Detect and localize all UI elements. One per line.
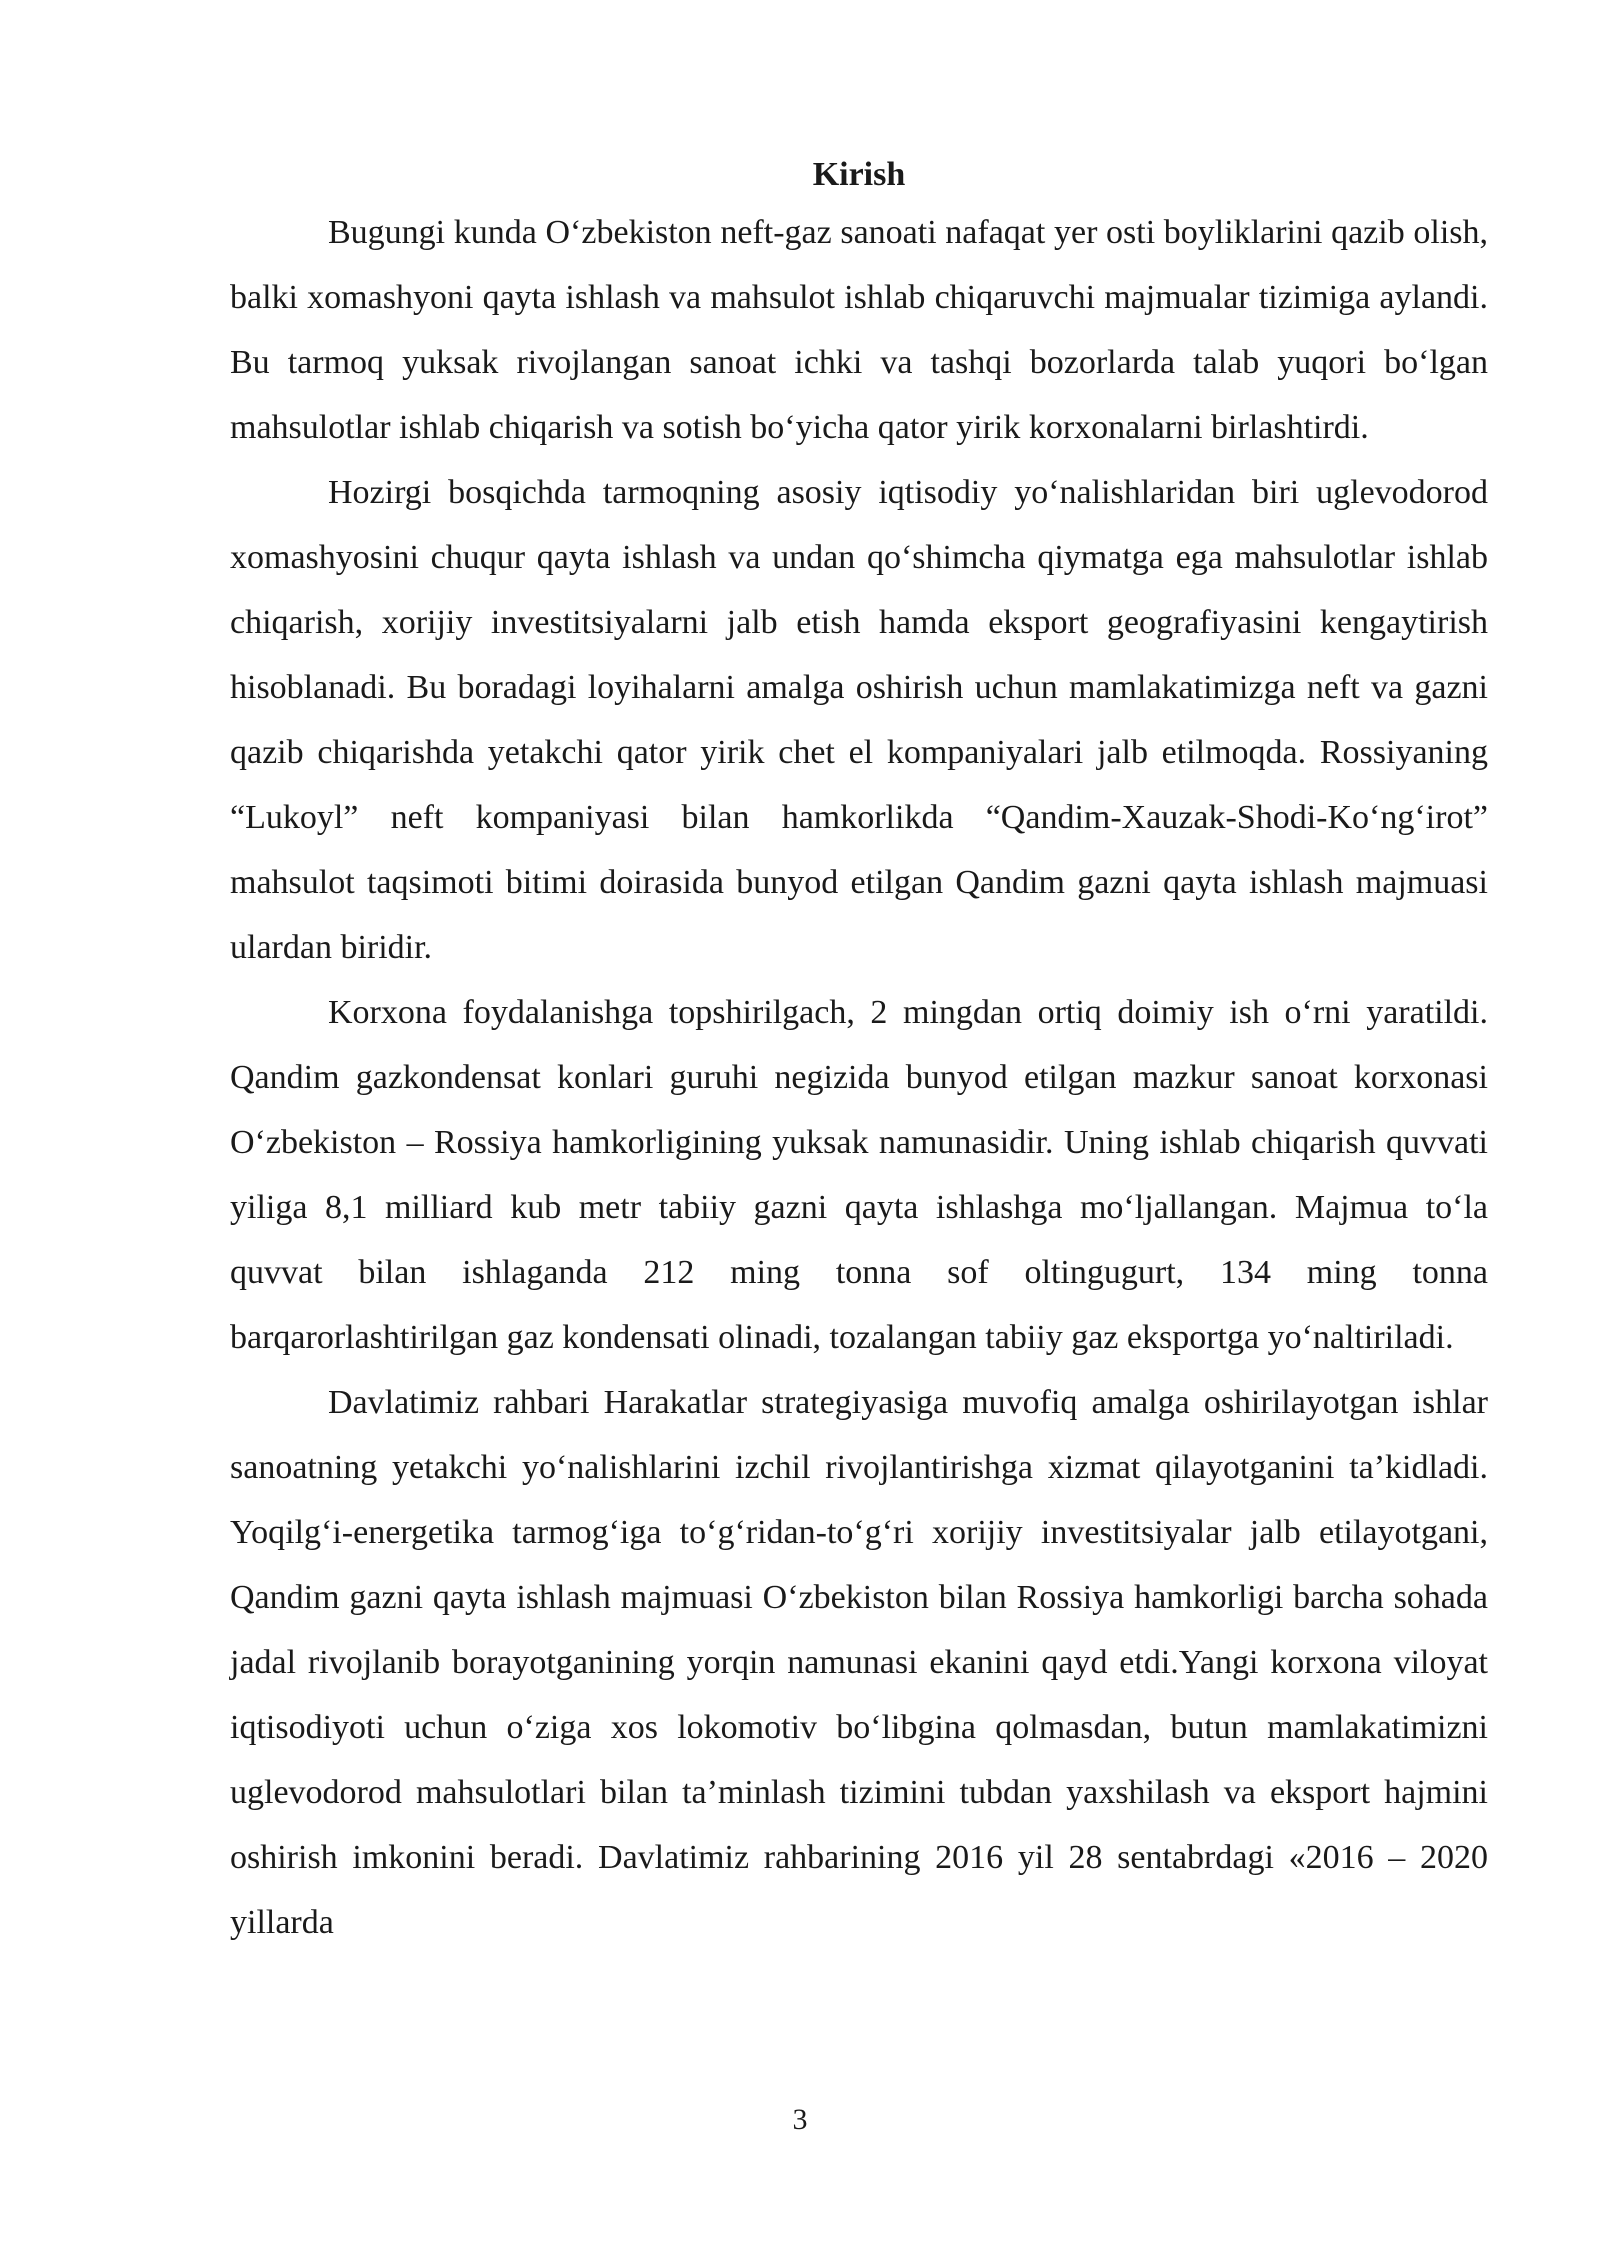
- paragraph-3: Korxona foydalanishga topshirilgach, 2 mingdan ortiq doimiy ish o‘rni yaratildi. Qandim gazkondensat konlari guruhi negizida bunyod etilgan mazkur sanoat korxonasi O‘zbekiston – Rossiya hamkorligining yuksak namunasidir. Uning ishlab chiqarish quvvati yiliga 8,1 milliard kub metr tabiiy gazni qayta ishlashga mo‘ljallangan. Majmua to‘la quvvat bilan ishlaganda 212 ming tonna sof oltingugurt, 134 ming tonna barqarorlashtirilgan gaz kondensati olinadi, tozalangan tabiiy gaz eksportga yo‘naltiriladi.: [230, 994, 1488, 1356]
- paragraph-1: Bugungi kunda O‘zbekiston neft-gaz sanoati nafaqat yer osti boyliklarini qazib olish, balki xomashyoni qayta ishlash va mahsulot ishlab chiqaruvchi majmualar tizimiga aylandi. Bu tarmoq yuksak rivojlangan sanoat ichki va tashqi bozorlarda talab yuqori bo‘lgan mahsulotlar ishlab chiqarish va sotish bo‘yicha qator yirik korxonalarni birlashtirdi.: [230, 214, 1488, 446]
- page-content: [230, 150, 1488, 1955]
- paragraph-2: Hozirgi bosqichda tarmoqning asosiy iqtisodiy yo‘nalishlaridan biri uglevodorod xomashyosini chuqur qayta ishlash va undan qo‘shimcha qiymatga ega mahsulotlar ishlab chiqarish, xorijiy investitsiyalarni jalb etish hamda eksport geografiyasini kengaytirish hisoblanadi. Bu boradagi loyihalarni amalga oshirish uchun mamlakatimizga neft va gazni qazib chiqarishda yetakchi qator yirik chet el kompaniyalari jalb etilmoqda. Rossiyaning “Lukoyl” neft kompaniyasi bilan hamkorlikda “Qandim-Xauzak-Shodi-Ko‘ng‘irot” mahsulot taqsimoti bitimi doirasida bunyod etilgan Qandim gazni qayta ishlash majmuasi ulardan biridir.: [230, 474, 1488, 966]
- section-heading: Kirish: [812, 156, 906, 193]
- page-number: 3: [792, 2103, 808, 2136]
- paragraph-4: Davlatimiz rahbari Harakatlar strategiyasiga muvofiq amalga oshirilayotgan ishlar sanoatning yetakchi yo‘nalishlarini izchil rivojlantirishga xizmat qilayotganini ta’kidladi. Yoqilg‘i-energetika tarmog‘iga to‘g‘ridan-to‘g‘ri xorijiy investitsiyalar jalb etilayotgani, Qandim gazni qayta ishlash majmuasi O‘zbekiston bilan Rossiya hamkorligi barcha sohada jadal rivojlanib borayotganining yorqin namunasi ekanini qayd etdi.Yangi korxona viloyat iqtisodiyoti uchun o‘ziga xos lokomotiv bo‘libgina qolmasdan, butun mamlakatimizni uglevodorod mahsulotlari bilan ta’minlash tizimini tubdan yaxshilash va eksport hajmini oshirish imkonini beradi. Davlatimiz rahbarining 2016 yil 28 sentabrdagi «2016 – 2020 yillarda: [230, 1384, 1488, 1941]
